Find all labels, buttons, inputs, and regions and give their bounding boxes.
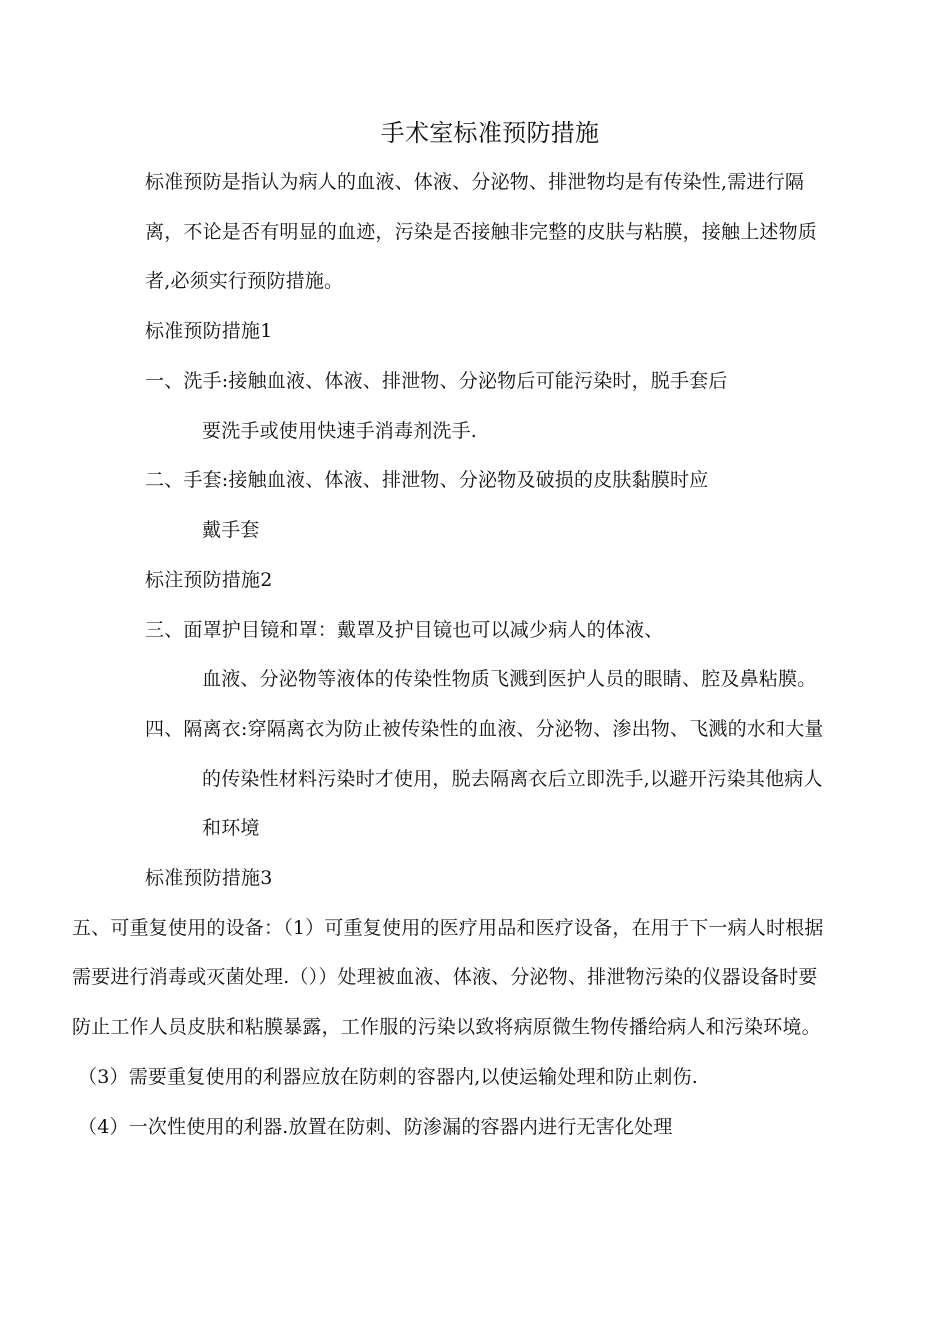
item4-line-2: 的传染性材料污染时才使用，脱去隔离衣后立即洗手,以避开污染其他病人 xyxy=(202,768,823,790)
item2-line-1: 二、手套:接触血液、体液、排泄物、分泌物及破损的皮肤黏膜时应 xyxy=(145,469,709,491)
page-title: 手术室标准预防措施 xyxy=(380,119,600,147)
sub-item-3: （3）需要重复使用的利器应放在防刺的容器内,以使运输处理和防止刺伤. xyxy=(78,1066,698,1088)
item5-line-3: 防止工作人员皮肤和粘膜暴露，工作服的污染以致将病原微生物传播给病人和污染环境。 xyxy=(72,1016,821,1038)
item5-line-1: 五、可重复使用的设备：（1）可重复使用的医疗用品和医疗设备，在用于下一病人时根据 xyxy=(72,917,824,939)
sub-item-4: （4）一次性使用的利器.放置在防刺、防渗漏的容器内进行无害化处理 xyxy=(78,1116,673,1138)
item4-line-1: 四、隔离衣:穿隔离衣为防止被传染性的血液、分泌物、渗出物、飞溅的水和大量 xyxy=(145,718,824,740)
section2-heading: 标注预防措施2 xyxy=(145,569,273,591)
item1-line-1: 一、洗手:接触血液、体液、排泄物、分泌物后可能污染时，脱手套后 xyxy=(145,370,728,392)
section3-heading: 标准预防措施3 xyxy=(145,867,273,889)
intro-line-2: 离，不论是否有明显的血迹，污染是否接触非完整的皮肤与粘膜，接触上述物质 xyxy=(145,221,818,243)
item5-line-2: 需要进行消毒或灭菌处理.（））处理被血液、体液、分泌物、排泄物污染的仪器设备时要 xyxy=(72,966,818,988)
item2-line-2: 戴手套 xyxy=(202,519,260,541)
item3-line-2: 血液、分泌物等液体的传染性物质飞溅到医护人员的眼睛、腔及鼻粘膜。 xyxy=(202,668,817,690)
intro-line-1: 标准预防是指认为病人的血液、体液、分泌物、排泄物均是有传染性,需进行隔 xyxy=(145,171,805,193)
item4-line-3: 和环境 xyxy=(202,817,260,839)
section1-heading: 标准预防措施1 xyxy=(145,320,273,342)
item3-line-1: 三、面罩护目镜和罩：戴罩及护目镜也可以减少病人的体液、 xyxy=(145,619,664,641)
item1-line-2: 要洗手或使用快速手消毒剂洗手. xyxy=(202,420,478,442)
intro-line-3: 者,必须实行预防措施。 xyxy=(145,270,344,292)
